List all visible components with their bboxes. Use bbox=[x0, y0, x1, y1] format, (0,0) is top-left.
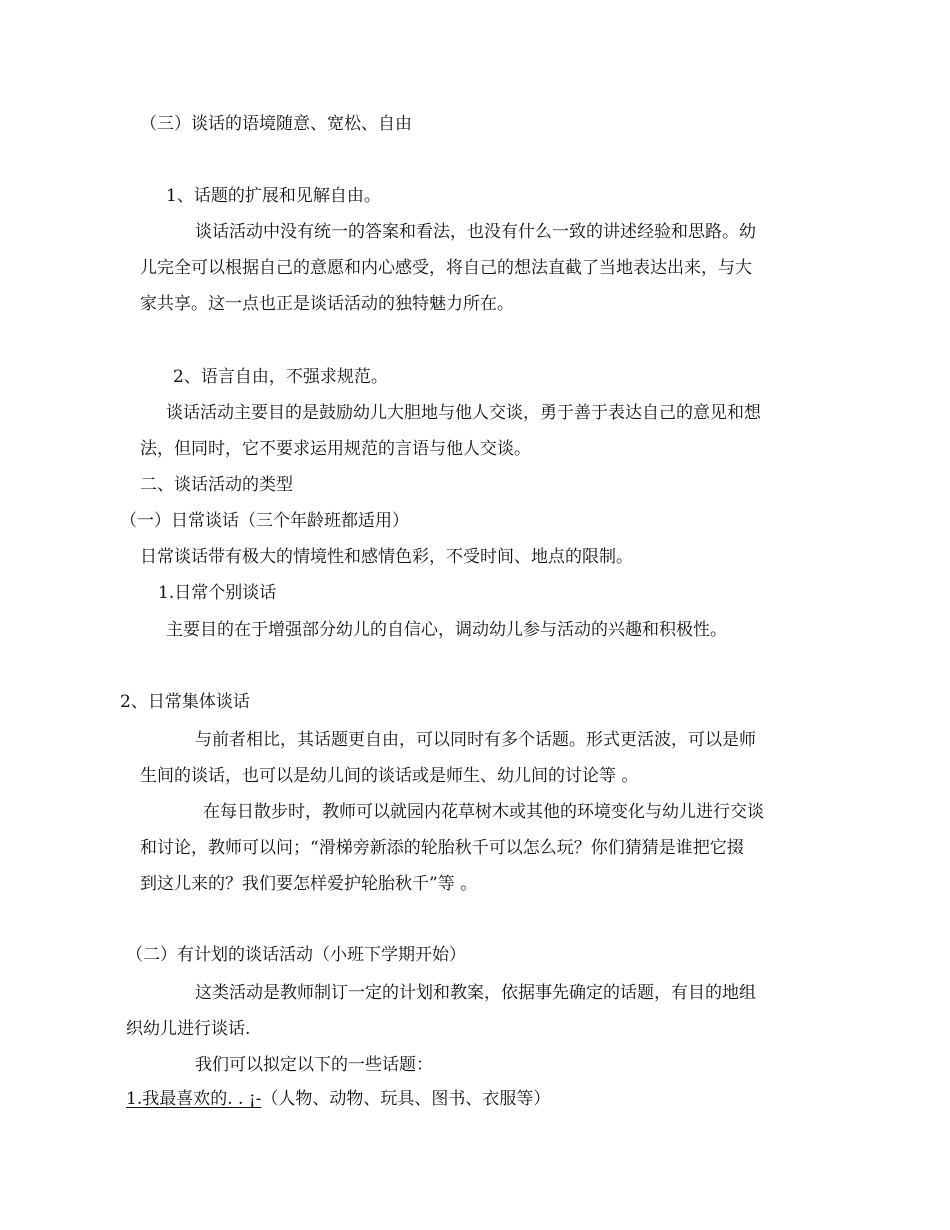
item1-paragraph-line-2: 儿完全可以根据自己的意愿和内心感受，将自己的想法直截了当地表达出来，与大 bbox=[140, 258, 752, 278]
type1-sub2-paragraph2-line-3: 到这儿来的？我们要怎样爱护轮胎秋千”等 。 bbox=[140, 874, 478, 894]
type2-paragraph2: 我们可以拟定以下的一些话题： bbox=[195, 1055, 433, 1075]
topic-list-item-1 bbox=[126, 1088, 550, 1110]
type1-heading: （一）日常谈话（三个年龄班都适用） bbox=[120, 511, 409, 531]
type1-sub2-heading: 2、日常集体谈话 bbox=[120, 692, 250, 712]
section3-heading: （三）谈话的语境随意、宽松、自由 bbox=[140, 114, 412, 134]
item2-paragraph-line-1: 谈话活动主要目的是鼓励幼儿大胆地与他人交谈，勇于善于表达自己的意见和想 bbox=[166, 403, 761, 423]
type1-paragraph: 日常谈话带有极大的情境性和感情色彩，不受时间、地点的限制。 bbox=[140, 547, 633, 567]
item1-paragraph-line-1: 谈话活动中没有统一的答案和看法，也没有什么一致的讲述经验和思路。幼 bbox=[195, 222, 756, 242]
type2-paragraph1-line-2: 织幼儿进行谈话. bbox=[126, 1019, 251, 1039]
item1-paragraph-line-3: 家共享。这一点也正是谈话活动的独特魅力所在。 bbox=[140, 294, 514, 314]
type1-sub1-paragraph: 主要目的在于增强部分幼儿的自信心，调动幼儿参与活动的兴趣和积极性。 bbox=[166, 620, 727, 640]
item2-heading: 2、语言自由，不强求规范。 bbox=[173, 367, 388, 387]
type2-paragraph1-line-1: 这类活动是教师制订一定的计划和教案，依据事先确定的话题，有目的地组 bbox=[195, 983, 756, 1003]
topic-1-examples: （人物、动物、玩具、图书、衣服等） bbox=[261, 1089, 551, 1109]
type1-sub2-paragraph1-line-1: 与前者相比，其话题更自由，可以同时有多个话题。形式更活波，可以是师 bbox=[195, 730, 756, 750]
item2-paragraph-line-2: 法，但同时，它不要求运用规范的言语与他人交谈。 bbox=[140, 439, 531, 459]
type1-sub1-heading: 1.日常个别谈话 bbox=[158, 583, 277, 603]
type1-sub2-paragraph2-line-1: 在每日散步时，教师可以就园内花草树木或其他的环境变化与幼儿进行交谈 bbox=[203, 802, 764, 822]
part2-heading: 二、谈话活动的类型 bbox=[140, 475, 293, 495]
type1-sub2-paragraph1-line-2: 生间的谈话，也可以是幼儿间的谈话或是师生、幼儿间的讨论等 。 bbox=[140, 766, 639, 786]
item1-heading: 1、话题的扩展和见解自由。 bbox=[166, 186, 381, 206]
type2-heading: （二）有计划的谈话活动（小班下学期开始） bbox=[126, 945, 466, 965]
topic-1-underlined-text: 1.我最喜欢的. . ¡- bbox=[126, 1089, 262, 1109]
type1-sub2-paragraph2-line-2: 和讨论，教师可以问；“滑梯旁新添的轮胎秋千可以怎么玩？你们猜猜是谁把它掇 bbox=[140, 838, 744, 858]
